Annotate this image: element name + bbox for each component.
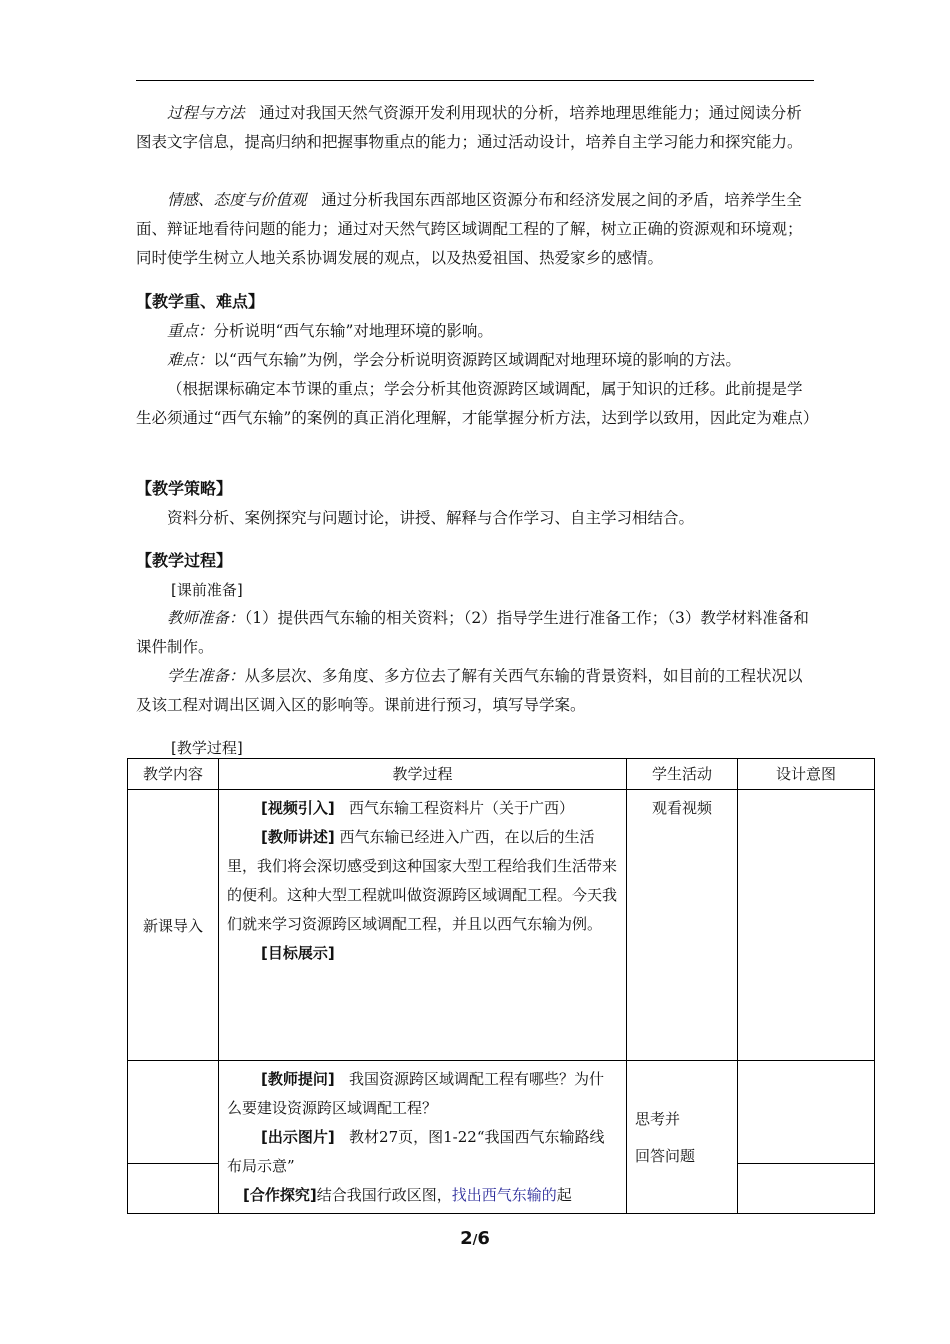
table-header-row [128,759,875,790]
row2-activity [627,1061,738,1214]
row1-activity [627,790,738,1061]
table-row [128,790,875,1061]
difficulty-label: 难点： [167,351,214,369]
teacher-question-text: 我国资源跨区域调配工程有哪些？为什么要建设资源跨区域调配工程？ [227,1070,605,1117]
strategy-heading: 【教学策略】 [136,479,233,498]
page-total: 6 [477,1228,490,1249]
student-prep-paragraph [136,662,816,720]
difficulty-paragraph [136,346,816,375]
teacher-question-tag: [教师提问] [261,1070,335,1088]
header-process: 教学过程 [219,759,627,790]
row3-content [128,1164,219,1214]
process-heading: 【教学过程】 [136,551,233,570]
row2-content [128,1061,219,1164]
teacher-prep-text: （1）提供西气东输的相关资料；（2）指导学生进行准备工作；（3）教学材料准备和课件制作。 [136,609,809,656]
key-points-note: （根据课标确定本节课的重点；学会分析其他资源跨区域调配，属于知识的迁移。此前提是学生必须通过“西气东输”的案例的真正消化理解，才能掌握分析方法，达到学以致用，因此定为难点） [136,380,819,427]
row1-content: 新课导入 [128,790,219,1061]
cooperative-inquiry-tag: [合作探究] [243,1186,317,1204]
row3-intent [738,1164,875,1214]
goal-display-tag: [目标展示] [261,944,335,962]
teacher-narration-tag: [教师讲述] [261,828,335,846]
row2-intent [738,1061,875,1164]
page-current: 2 [460,1228,473,1249]
teacher-prep-paragraph [136,604,816,662]
row2-process [219,1061,627,1214]
prep-heading: [课前准备] [171,581,243,599]
student-prep-text: 从多层次、多角度、多方位去了解有关西气东输的背景资料，如目前的工程状况以及该工程对调出区调入区的影响等。课前进行预习，填写导学案。 [136,667,803,714]
show-image-text: 教材27页，图1-22“我国西气东输路线布局示意” [227,1128,605,1175]
row2-activity-line2: 回答问题 [635,1147,696,1165]
row2-activity-line1: 思考并 [635,1110,681,1128]
video-intro-text: 西气东输工程资料片（关于广西） [349,799,575,817]
emotion-goal-paragraph [136,186,816,273]
process-goal-label: 过程与方法 [167,104,245,122]
process-goal-text: 通过对我国天然气资源开发利用现状的分析，培养地理思维能力；通过阅读分析图表文字信息，提高归纳和把握事物重点的能力；通过活动设计，培养自主学习能力和探究能力。 [136,104,803,151]
video-intro-tag: [视频引入] [261,799,335,817]
cooperative-inquiry-text-end: 起 [556,1186,572,1204]
teaching-process-table [127,758,875,1214]
student-prep-label: 学生准备： [167,667,245,685]
table-heading: [教学过程] [171,739,243,757]
teacher-prep-label: 教师准备： [167,609,245,627]
teacher-narration-text: 西气东输已经进入广西，在以后的生活里，我们将会深切感受到这种国家大型工程给我们生活带来的便利。这种大型工程就叫做资源跨区域调配工程。今天我们就来学习资源跨区域调配工程，并且以西气东输为例。 [227,828,618,933]
cooperative-inquiry-text: 结合我国行政区图， [316,1186,452,1204]
show-image-tag: [出示图片] [261,1128,335,1146]
header-activity: 学生活动 [627,759,738,790]
focus-label: 重点： [167,322,214,340]
header-intent: 设计意图 [738,759,875,790]
key-points-heading: 【教学重、难点】 [136,292,265,311]
emotion-goal-text: 通过分析我国东西部地区资源分布和经济发展之间的矛盾，培养学生全面、辩证地看待问题的能力；通过对天然气跨区域调配工程的了解，树立正确的资源观和环境观；同时使学生树立人地关系协调发展的观点，以及热爱祖国、热爱家乡的感情。 [136,191,803,267]
row1-activity-text: 观看视频 [651,799,712,817]
header-rule [136,80,814,81]
focus-text: 分析说明“西气东输”对地理环境的影响。 [213,322,493,340]
emotion-goal-label: 情感、态度与价值观 [167,191,307,209]
cooperative-inquiry-link-text: 找出西气东输的 [451,1186,557,1204]
row1-intent [738,790,875,1061]
page-number [0,1228,950,1249]
difficulty-text: 以“西气东输”为例，学会分析说明资源跨区域调配对地理环境的影响的方法。 [213,351,741,369]
page-separator: / [472,1233,478,1248]
row1-process [219,790,627,1061]
focus-paragraph [136,317,816,346]
strategy-text: 资料分析、案例探究与问题讨论，讲授、解释与合作学习、自主学习相结合。 [167,509,695,527]
process-goal-paragraph [136,99,816,157]
header-content: 教学内容 [128,759,219,790]
table-row [128,1061,875,1164]
